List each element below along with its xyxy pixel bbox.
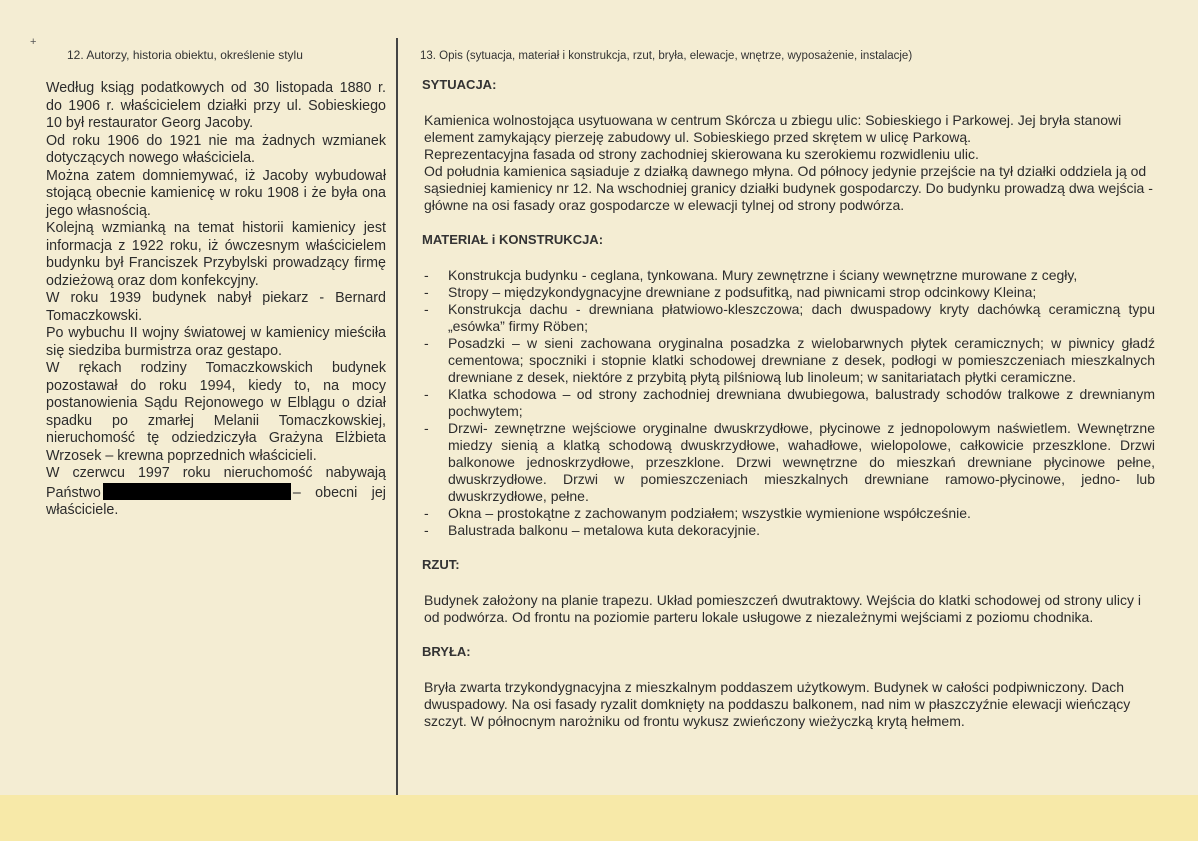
history-paragraph: Według ksiąg podatkowych od 30 listopada 1880 r. do 1906 r. właścicielem działki przy ul. Sobieskiego 10 był restaurator Georg Jacoby. (46, 80, 386, 131)
bryla-heading: BRYŁA: (422, 644, 471, 659)
bryla-text: Bryła zwarta trzykondygnacyjna z mieszkalnym poddaszem użytkowym. Budynek w całości podpiwniczony. Dach dwuspadowy. Na osi fasady ryzalit domknięty na poddaszu balkonem, nad nim w płaszczyźnie elewacji wieńczący szczyt. W północnym narożniku od frontu wykusz zwieńczony wieżyczką krytą hełmem. (424, 679, 1131, 729)
crop-mark: + (30, 36, 37, 48)
last-paragraph-before: W czerwcu 1997 roku nieruchomość nabywają Państwo (46, 465, 386, 501)
material-item: - Stropy – międzykondygnacyjne drewniane z podsufitką, nad piwnicami strop odcinkowy Kleina; (420, 284, 1155, 301)
material-item: - Balustrada balkonu – metalowa kuta dekoracyjnie. (420, 522, 1155, 539)
section-13-header: 13. Opis (sytuacja, materiał i konstrukcja, rzut, bryła, elewacje, wnętrze, wyposażenie, instalacje) (420, 50, 913, 62)
material-heading: MATERIAŁ i KONSTRUKCJA: (422, 232, 604, 247)
last-paragraph-after: – obecni jej właściciele. (46, 484, 386, 518)
scan-bottom-band (0, 795, 1198, 841)
material-list (420, 267, 1155, 539)
sytuacja-line: Kamienica wolnostojąca usytuowana w centrum Skórcza u zbiegu ulic: Sobieskiego i Parkowej. Jej bryła stanowi element zamykający pierzeję zabudowy ul. Sobieskiego przed skrętem w ulicę Parkową. (424, 112, 1122, 145)
sytuacja-line: Od południa kamienica sąsiaduje z działką dawnego młyna. Od północy jedynie przejście na tył działki oddziela ją od sąsiedniej kamienicy nr 12. Na wschodniej granicy działki budynek gospodarczy. Do budynku prowadzą dwa wejścia - główne na osi fasady oraz gospodarcze w elewacji tylnej od strony podwórza. (424, 163, 1153, 213)
rzut-heading: RZUT: (422, 557, 460, 572)
material-item: - Konstrukcja dachu - drewniana płatwiowo-kleszczowa; dach dwuspadowy kryty dachówką ceramiczną typu „esówka” firmy Röben; (420, 301, 1155, 335)
history-paragraph: Można zatem domniemywać, iż Jacoby wybudował stojącą obecnie kamienicę w roku 1908 i że była ona jego własnością. (46, 167, 386, 219)
material-item: - Klatka schodowa – od strony zachodniej drewniana dwubiegowa, balustrady schodów tralkowe z drewnianym pochwytem; (420, 386, 1155, 420)
history-paragraph: Kolejną wzmianką na temat historii kamienicy jest informacja z 1922 roku, iż ówczesnym właścicielem budynku był Franciszek Przybylski prowadzący firmę odzieżową oraz dom konfekcyjny. (46, 220, 386, 289)
right-column (420, 50, 1155, 748)
rzut-text: Budynek założony na planie trapezu. Układ pomieszczeń dwutraktowy. Wejścia do klatki schodowej od strony ulicy i od podwórza. Od frontu na poziomie parteru lokale usługowe z niezależnymi wejściami z poziomu chodnika. (424, 592, 1141, 625)
section-12-header: 12. Autorzy, historia obiektu, określenie stylu (67, 48, 303, 62)
history-text (46, 80, 386, 520)
material-item: - Drzwi- zewnętrzne wejściowe oryginalne dwuskrzydłowe, płycinowe z jednopolowym naświetlem. Wewnętrzne miedzy sienią a klatką schodową dwuskrzydłowe, wahadłowe, wielopolowe, całkowicie przeszklone. Drzwi balkonowe jednoskrzydłowe, przeszklone. Drzwi wewnętrzne do mieszkań drewniane płycinowe pełne, dwuskrzydłowe. Drzwi w pomieszczeniach mieszkalnych drewniane ramowo-płycinowe, jedno- lub dwuskrzydłowe, pełne. (420, 420, 1155, 505)
material-item: - Posadzki – w sieni zachowana oryginalna posadzka z wielobarwnych płytek ceramicznych; w piwnicy gładź cementowa; spoczniki i stopnie klatki schodowej drewniane z desek, podłogi w pomieszczeniach mieszkalnych drewniane z desek, niektóre z przybitą płytą pilśniową lub linoleum; w sanitariatach płytki ceramiczne. (420, 335, 1155, 386)
left-column (46, 48, 386, 520)
history-paragraph: Od roku 1906 do 1921 nie ma żadnych wzmianek dotyczących nowego właściciela. (46, 132, 386, 166)
sytuacja-text (424, 112, 1155, 214)
sytuacja-line: Reprezentacyjna fasada od strony zachodniej skierowana ku szerokiemu rozwidleniu ulic. (424, 146, 979, 162)
material-item: - Okna – prostokątne z zachowanym podziałem; wszystkie wymienione współcześnie. (420, 505, 1155, 522)
redaction-bar (103, 483, 291, 500)
column-divider (396, 38, 398, 808)
history-paragraph-last (46, 465, 386, 520)
material-item: - Konstrukcja budynku - ceglana, tynkowana. Mury zewnętrzne i ściany wewnętrzne murowane z cegły, (420, 267, 1155, 284)
history-paragraph: W rękach rodziny Tomaczkowskich budynek pozostawał do roku 1994, kiedy to, na mocy postanowienia Sądu Rejonowego w Elblągu o dział spadku po zmarłej Melanii Tomaczkowskiej, nieruchomość tę odziedziczyła Grażyna Elżbieta Wrzosek – krewna poprzednich właścicieli. (46, 360, 386, 464)
sytuacja-heading: SYTUACJA: (422, 77, 497, 92)
history-paragraph: W roku 1939 budynek nabył piekarz - Bernard Tomaczkowski. (46, 290, 386, 324)
history-paragraph: Po wybuchu II wojny światowej w kamienicy mieściła się siedziba burmistrza oraz gestapo. (46, 325, 386, 359)
